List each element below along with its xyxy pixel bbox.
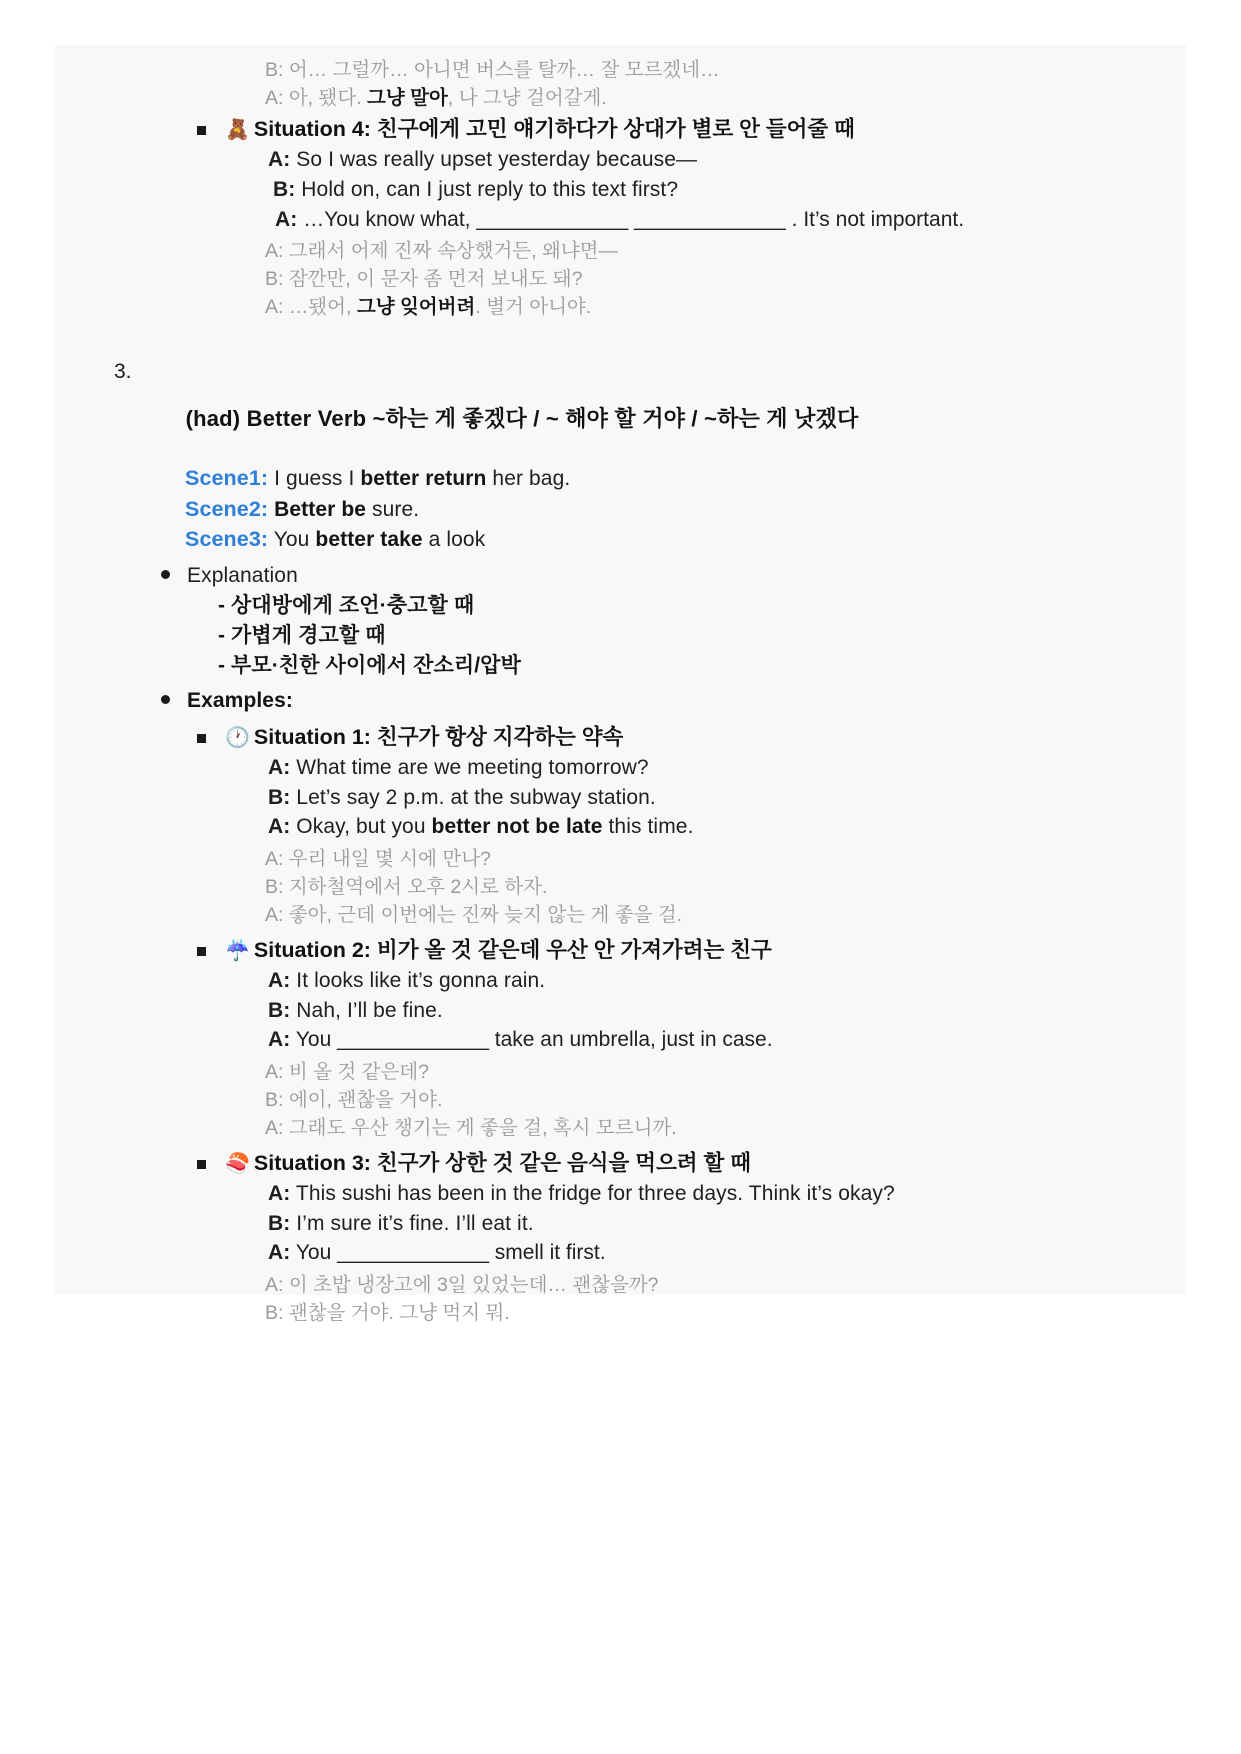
situation-2-ko-3: A: 그래도 우산 챙기는 게 좋을 걸, 혹시 모르니까. (265, 1116, 677, 1139)
situation-3-heading (225, 1148, 1166, 1179)
section-gap (75, 321, 1166, 357)
speaker-a: A: (268, 1181, 291, 1205)
situation-2-line-a2-text: You _____________ take an umbrella, just in case. (290, 1028, 773, 1052)
situation-2-line-a1-text: It looks like it’s gonna rain. (290, 968, 546, 992)
explanation-label: Explanation (187, 561, 1166, 591)
speaker-a: A: (268, 755, 291, 779)
teddy-bear-icon: 🧸 (225, 119, 250, 142)
situation-1-line-a2-pre: Okay, but you (290, 815, 432, 839)
speaker-a: A: (268, 1028, 291, 1052)
situation-1-line-b1-text: Let’s say 2 p.m. at the subway station. (290, 785, 656, 809)
speaker-b: B: (268, 998, 291, 1022)
situation-3-line-a2 (268, 1238, 1166, 1268)
situation-4-line-b1-text: Hold on, can I just reply to this text first? (295, 177, 679, 201)
situation-1-line-a2 (268, 812, 1166, 842)
section-title: (had) Better Verb ~하는 게 좋겠다 / ~ 해야 할 거야 / ~하는 게 낫겠다 (185, 405, 859, 431)
scene-3-bold: better take (315, 528, 423, 552)
situation-4-line-a1-text: So I was really upset yesterday because— (290, 147, 698, 171)
situation-3-line-b1 (268, 1209, 1166, 1239)
situation-4-ko-a2-pre: A: …됐어, (265, 295, 357, 318)
scene-1-pre: I guess I (268, 466, 361, 490)
situation-1-heading (225, 722, 1166, 753)
scene-2-tag: Scene2: (185, 496, 269, 521)
speaker-a: A: (268, 968, 291, 992)
dialogue-ko-a-1-post: , 나 그냥 걸어갈게. (447, 86, 607, 109)
situation-2-title: Situation 2: 비가 올 것 같은데 우산 안 가져가려는 친구 (253, 938, 772, 963)
situation-3-title: Situation 3: 친구가 상한 것 같은 음식을 먹으려 할 때 (253, 1151, 752, 1176)
situation-1-line-a2-post: this time. (602, 815, 694, 839)
situation-1-ko-1: A: 우리 내일 몇 시에 만나? (265, 848, 491, 871)
situation-1-title: Situation 1: 친구가 항상 지각하는 약속 (253, 725, 624, 750)
situation-3-ko-2: B: 괜찮을 거야. 그냥 먹지 뭐. (265, 1301, 510, 1324)
umbrella-icon: ☔ (225, 940, 250, 963)
scene-1 (185, 463, 1166, 494)
situation-4-ko-b1: B: 잠깐만, 이 문자 좀 먼저 보내도 돼? (265, 268, 583, 291)
explanation-item-3: - 부모·친한 사이에서 잔소리/압박 (218, 653, 521, 677)
situation-4-ko-a1: A: 그래서 어제 진짜 속상했거든, 왜냐면— (265, 240, 618, 263)
situation-1-line-a1-text: What time are we meeting tomorrow? (290, 755, 649, 779)
speaker-b: B: (273, 177, 296, 201)
situation-3-line-a2-text: You _____________ smell it first. (290, 1241, 606, 1265)
situation-3-line-a1 (268, 1179, 1166, 1209)
speaker-b: B: (268, 785, 291, 809)
scene-2-post: sure. (366, 497, 420, 521)
situation-3-ko-1: A: 이 초밥 냉장고에 3일 있었는데… 괜찮을까? (265, 1274, 659, 1297)
speaker-a: A: (275, 207, 298, 231)
document-sheet (55, 45, 1186, 1324)
speaker-a: A: (268, 1241, 291, 1265)
situation-4-line-b1 (273, 175, 1166, 205)
scene-3 (185, 524, 1166, 555)
situation-1-ko-3: A: 좋아, 근데 이번에는 진짜 늦지 않는 게 좋을 걸. (265, 903, 683, 926)
explanation-item-1: - 상대방에게 조언·충고할 때 (218, 594, 475, 618)
scene-3-post: a look (422, 528, 486, 552)
dialogue-ko-a-1 (265, 85, 1166, 113)
situation-4-line-a2-text: …You know what, _____________ _____________ . It’s not important. (297, 207, 965, 231)
situation-1-line-a1 (268, 753, 1166, 783)
scene-1-tag: Scene1: (185, 465, 269, 490)
scene-2-bold: Better be (274, 497, 367, 521)
situation-2-ko-2: B: 에이, 괜찮을 거야. (265, 1088, 443, 1111)
dialogue-ko-b-1: B: 어… 그럴까… 아니면 버스를 탈까… 잘 모르겠네… (265, 59, 720, 81)
situation-2-ko-1: A: 비 올 것 같은데? (265, 1061, 429, 1084)
speaker-a: A: (268, 147, 291, 171)
examples-label: Examples: (187, 686, 1166, 716)
scene-1-post: her bag. (486, 466, 571, 490)
situation-2-line-a1 (268, 966, 1166, 996)
speaker-b: B: (268, 1211, 291, 1235)
explanation-item-2: - 가볍게 경고할 때 (218, 623, 386, 647)
situation-2-line-b1 (268, 996, 1166, 1026)
situation-2-line-b1-text: Nah, I’ll be fine. (290, 998, 443, 1022)
situation-3-line-a1-text: This sushi has been in the fridge for three days. Think it’s okay? (290, 1181, 895, 1205)
situation-1-line-b1 (268, 783, 1166, 813)
situation-4-line-a2 (275, 205, 1166, 235)
scene-3-pre: You (268, 528, 316, 552)
situation-3-line-b1-text: I’m sure it’s fine. I’ll eat it. (290, 1211, 534, 1235)
situation-4-ko-a2-post: . 별거 아니야. (475, 295, 592, 318)
situation-2-line-a2 (268, 1025, 1166, 1055)
dialogue-ko-a-1-bold: 그냥 말아 (367, 86, 448, 109)
situation-2-heading (225, 935, 1166, 966)
scene-3-tag: Scene3: (185, 527, 269, 552)
situation-4-ko-a2 (265, 294, 1166, 322)
document-content (55, 45, 1186, 1328)
sushi-icon: 🍣 (225, 1153, 250, 1176)
scene-1-bold: better return (360, 466, 487, 490)
scene-2 (185, 494, 1166, 525)
section-heading (114, 357, 1166, 456)
situation-4-title: Situation 4: 친구에게 고민 얘기하다가 상대가 별로 안 들어줄 때 (253, 117, 855, 142)
situation-1-ko-2: B: 지하철역에서 오후 2시로 하자. (265, 875, 548, 898)
situation-1-line-a2-bold: better not be late (431, 815, 603, 839)
clock-icon: 🕐 (225, 727, 250, 750)
situation-4-heading (225, 114, 1166, 145)
speaker-a: A: (268, 815, 291, 839)
situation-4-ko-a2-bold: 그냥 잊어버려 (356, 295, 476, 318)
section-number: 3. (114, 360, 132, 384)
situation-4-line-a1 (268, 145, 1166, 175)
dialogue-ko-a-1-pre: A: 아, 됐다. (265, 86, 368, 109)
